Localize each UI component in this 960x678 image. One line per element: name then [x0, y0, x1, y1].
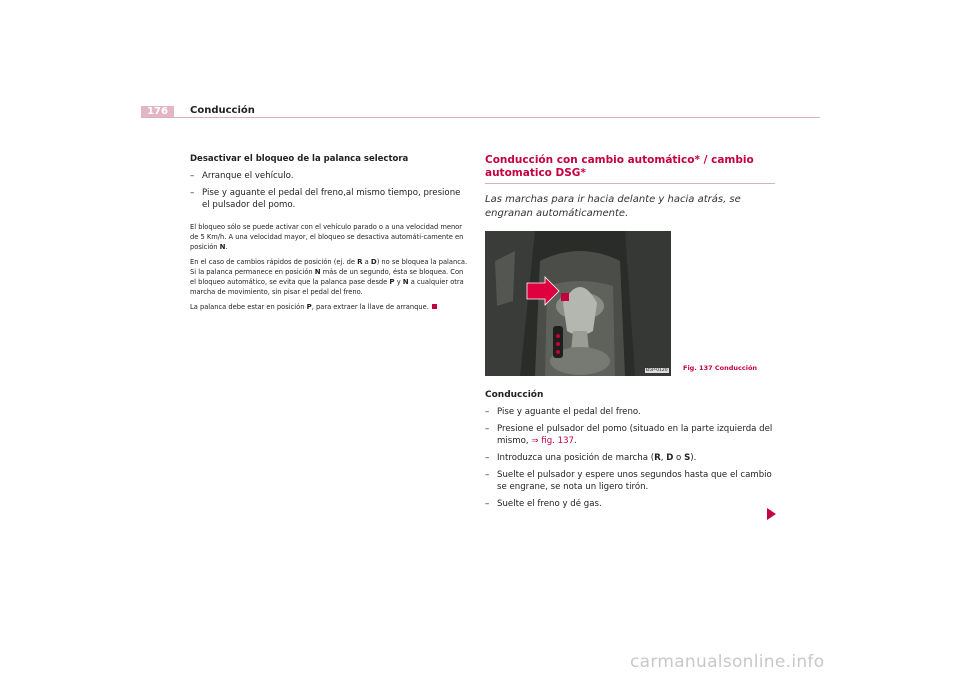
- subheading: Conducción: [485, 390, 544, 400]
- figure-caption: Fig. 137 Conducción: [683, 364, 758, 372]
- left-heading: Desactivar el bloqueo de la palanca selectora: [190, 154, 409, 164]
- right-step-5: – Suelte el freno y dé gas.: [485, 499, 602, 509]
- right-column: [485, 154, 775, 515]
- next-page-arrow-icon[interactable]: [767, 508, 776, 520]
- figure-reference-link[interactable]: ⇒ fig. 137: [531, 436, 575, 446]
- left-column: [190, 154, 470, 317]
- right-step-4: – Suelte el pulsador y espere unos segundos hasta que el cambio se engrane, se nota un ligero tirón.: [485, 470, 772, 492]
- right-step-3: – Introduzca una posición de marcha (R, D o S).: [485, 453, 697, 463]
- left-step-1: – Arranque el vehículo.: [190, 171, 294, 181]
- header-divider: [141, 117, 820, 118]
- right-step-1: – Pise y aguante el pedal del freno.: [485, 407, 641, 417]
- left-step-2: – Pise y aguante el pedal del freno,al mismo tiempo, presione el pulsador del pomo.: [190, 188, 461, 210]
- watermark: carmanualsonline.info: [630, 652, 825, 672]
- header-title: Conducción: [190, 105, 255, 116]
- note-2: En el caso de cambios rápidos de posición (ej. de R a D) no se bloquea la palanca. Si la palanca permanece en posición N más de un segundo, ésta se bloquea. Con el bloqueo automático, se evita que la palanca pase desde P y N a cualquier otra marcha de movimiento, sin pisar el pedal del freno.: [190, 258, 468, 296]
- section-title: Conducción con cambio automático* / cambio automatico DSG*: [485, 154, 754, 179]
- note-3: La palanca debe estar en posición P, para extraer la llave de arranque.: [190, 302, 470, 312]
- page-number: 176: [141, 106, 174, 118]
- gear-selector-figure: [485, 231, 671, 376]
- note-1: El bloqueo sólo se puede activar con el vehículo parado o a una velocidad menor de 5 Km/h. A una velocidad mayor, el bloqueo se desactiva automáti-camente en posición N.: [190, 223, 464, 251]
- gear-selector-illustration: [485, 231, 671, 376]
- right-step-2: – Presione el pulsador del pomo (situado en la parte izquierda del mismo, ⇒ fig. 137.: [485, 424, 773, 446]
- section-divider: [485, 183, 775, 184]
- end-of-section-icon: [432, 304, 437, 309]
- figure-code: B5P-0120: [646, 368, 668, 373]
- lead-text: Las marchas para ir hacia delante y hacia atrás, se engranan automáticamente.: [485, 194, 741, 219]
